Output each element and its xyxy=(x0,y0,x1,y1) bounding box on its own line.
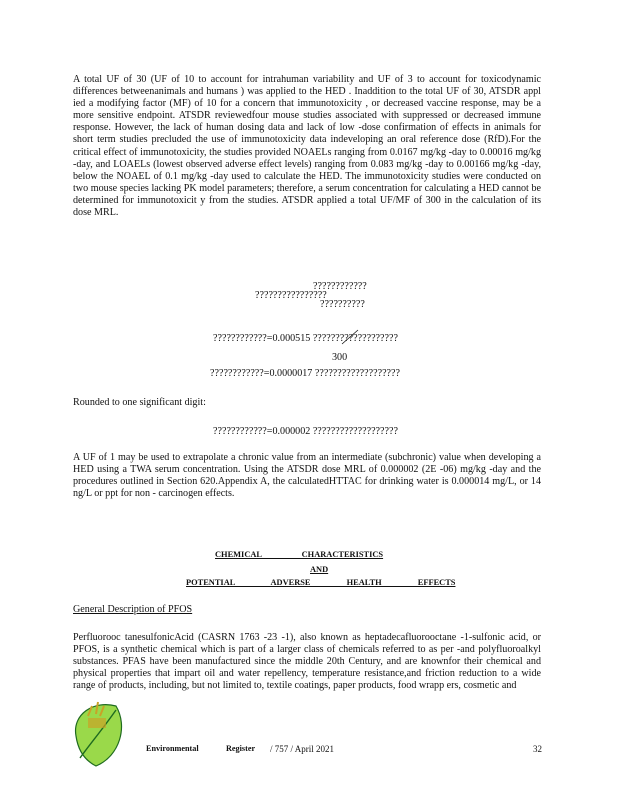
paragraph-pfos-description: Perfluorooc tanesulfonicAcid (CASRN 1763 -23 -1), also known as heptadecafluorooctane -1-sulfonic acid, or PFOS, is a synthetic chemical which is part of a larger class of chemicals referred to as per -and polyfluoroalkyl substances. PFAS have been manufactured since the middle 20th Century, and are knownfor their chemical and physical properties that impart oil and water repellency, temperature resistance,and friction reduction to a wide range of products, including, but not limited to, textile coatings, paper products, food wrapp ers, cosmetic and xyxy=(73,632,541,692)
section-heading-line1: CHEMICAL CHARACTERISTICS xyxy=(215,550,384,559)
footer-register: Register xyxy=(226,744,256,753)
equation-2: ????????????=0.000515 ??????????????????? xyxy=(213,333,398,344)
footer-issue: / 757 / April 2021 xyxy=(270,744,335,754)
equation-2-denominator: 300 xyxy=(332,352,348,363)
equation-1-mid: ???????????????? xyxy=(255,290,327,301)
register-logo-icon xyxy=(70,696,128,772)
equation-3: ????????????=0.0000017 ??????????????????? xyxy=(210,368,400,379)
page-number: 32 xyxy=(533,744,542,754)
equation-1-bottom: ?????????? xyxy=(320,299,365,310)
subsection-heading: General Description of PFOS xyxy=(73,604,193,615)
section-heading-line3: POTENTIAL ADVERSE HEALTH EFFECTS xyxy=(186,578,456,587)
equation-1-top: ???????????? xyxy=(313,281,367,292)
paragraph-uf-discussion: A total UF of 30 (UF of 10 to account for intrahuman variability and UF of 3 to account for toxicodynamic differences betweenanimals and humans ) was applied to the HED . Inaddition to the total UF of 30, ATSDR appl ied a modifying factor (MF) of 10 for a concern that immunotoxicity , or decreased vaccine response, may be a more sensitive endpoint. ATSDR reviewedfour mouse studies associated with suppressed or decreased immune response. However, the lack of human dosing data and lack of low -dose confirmation of effects in animals for short term studies precluded the use of immunotoxicity data indeveloping an oral reference dose (RfD).For the critical effect of immunotoxicity, the studies provided NOAELs ranging from 0.0167 mg/kg -day to 0.00016 mg/kg -day, and LOAELs (lowest observed adverse effect levels) ranging from 0.083 mg/kg -day to 0.00166 mg/kg -day, below the NOAEL of 0.1 mg/kg -day used to calculate the HED. The immunotoxicity studies were conducted on two mouse species lacking PK model parameters; therefore, a serum concentration for calculating a HED cannot be determined for immunotoxicit y from the studies. ATSDR applied a total UF/MF of 300 in the calculation of its dose MRL. xyxy=(73,74,541,219)
rounded-note: Rounded to one significant digit: xyxy=(73,397,206,408)
section-heading-line2: AND xyxy=(310,565,329,574)
paragraph-uf-extrapolation: A UF of 1 may be used to extrapolate a chronic value from an intermediate (subchronic) value when developing a HED using a TWA serum concentration. Using the ATSDR dose MRL of 0.000002 (2E -06) mg/kg -day and the procedures outlined in Section 620.Appendix A, the calculatedHTTAC for drinking water is 0.000014 mg/L, or 14 ng/L or ppt for non - carcinogen effects. xyxy=(73,452,541,500)
footer-publication: Environmental xyxy=(146,744,199,753)
equation-4: ????????????=0.000002 ??????????????????? xyxy=(213,426,398,437)
division-slash xyxy=(340,328,362,348)
